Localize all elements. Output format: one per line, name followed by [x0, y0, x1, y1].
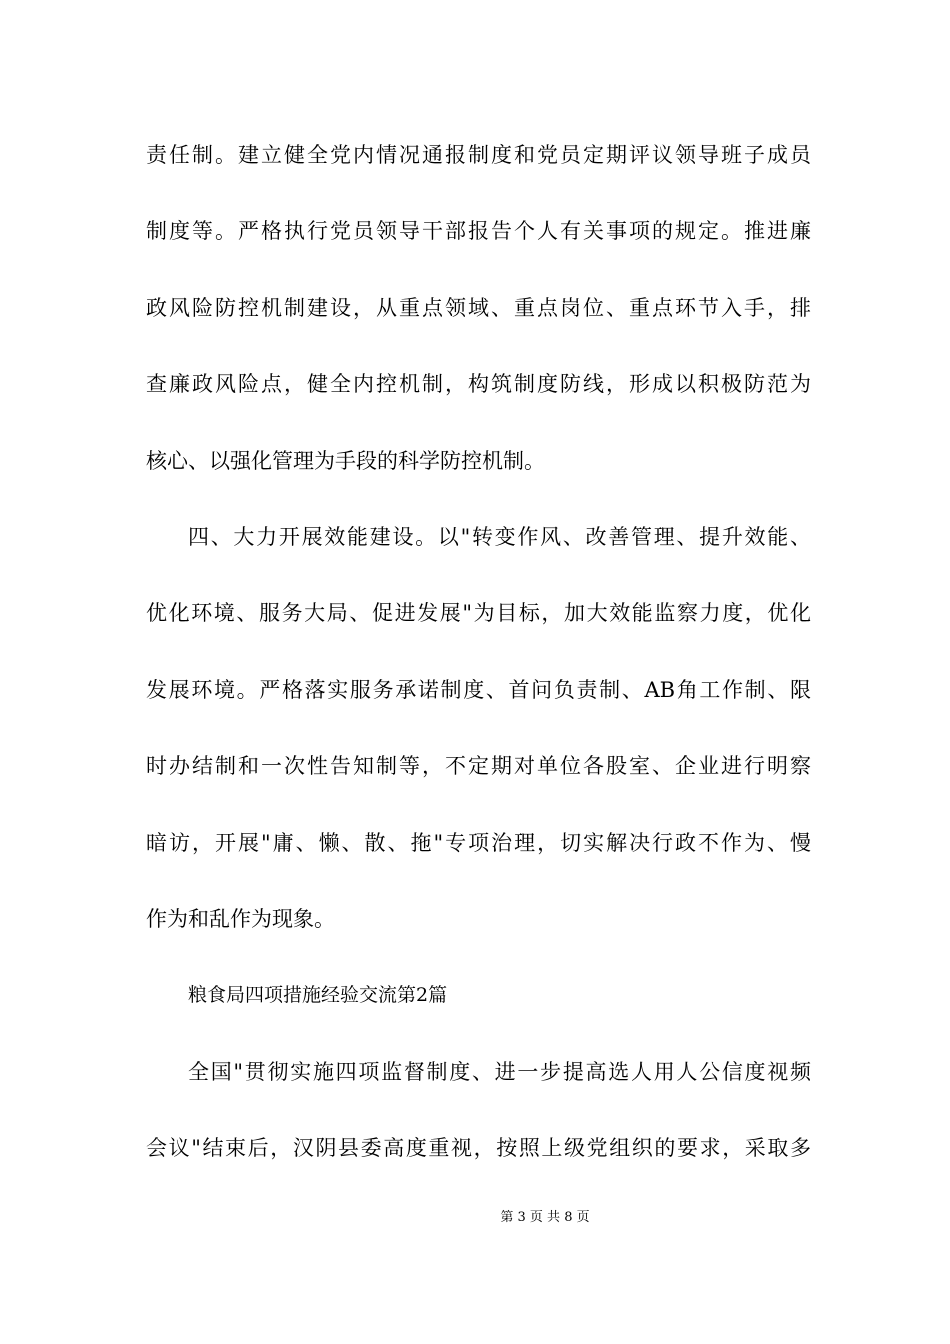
body-line: 暗访，开展"庸、懒、散、拖"专项治理，切实解决行政不作为、慢: [146, 830, 811, 855]
body-line: 政风险防控机制建设，从重点领域、重点岗位、重点环节入手，排: [146, 295, 811, 320]
document-body: [146, 129, 811, 1198]
body-line: 作为和乱作为现象。: [146, 906, 335, 931]
body-line: 全国"贯彻实施四项监督制度、进一步提高选人用人公信度视频: [188, 1059, 811, 1084]
page-number-footer: 第 3 页 共 8 页: [500, 1210, 590, 1225]
body-line: 时办结制和一次性告知制等，不定期对单位各股室、企业进行明察: [146, 754, 811, 779]
body-line: 四、大力开展效能建设。以"转变作风、改善管理、提升效能、: [188, 524, 811, 549]
section-heading: 粮食局四项措施经验交流第2篇: [188, 984, 448, 1007]
body-line: 核心、以强化管理为手段的科学防控机制。: [146, 448, 545, 473]
body-line: 责任制。建立健全党内情况通报制度和党员定期评议领导班子成员: [146, 143, 811, 167]
body-line: 会议"结束后，汉阴县委高度重视，按照上级党组织的要求，采取多: [146, 1136, 811, 1161]
body-line: 优化环境、服务大局、促进发展"为目标，加大效能监察力度，优化: [146, 601, 811, 626]
body-line: 制度等。严格执行党员领导干部报告个人有关事项的规定。推进廉: [146, 219, 811, 244]
body-line: 查廉政风险点，健全内控机制，构筑制度防线，形成以积极防范为: [146, 372, 811, 397]
body-line: 发展环境。严格落实服务承诺制度、首问负责制、AB角工作制、限: [146, 677, 811, 702]
